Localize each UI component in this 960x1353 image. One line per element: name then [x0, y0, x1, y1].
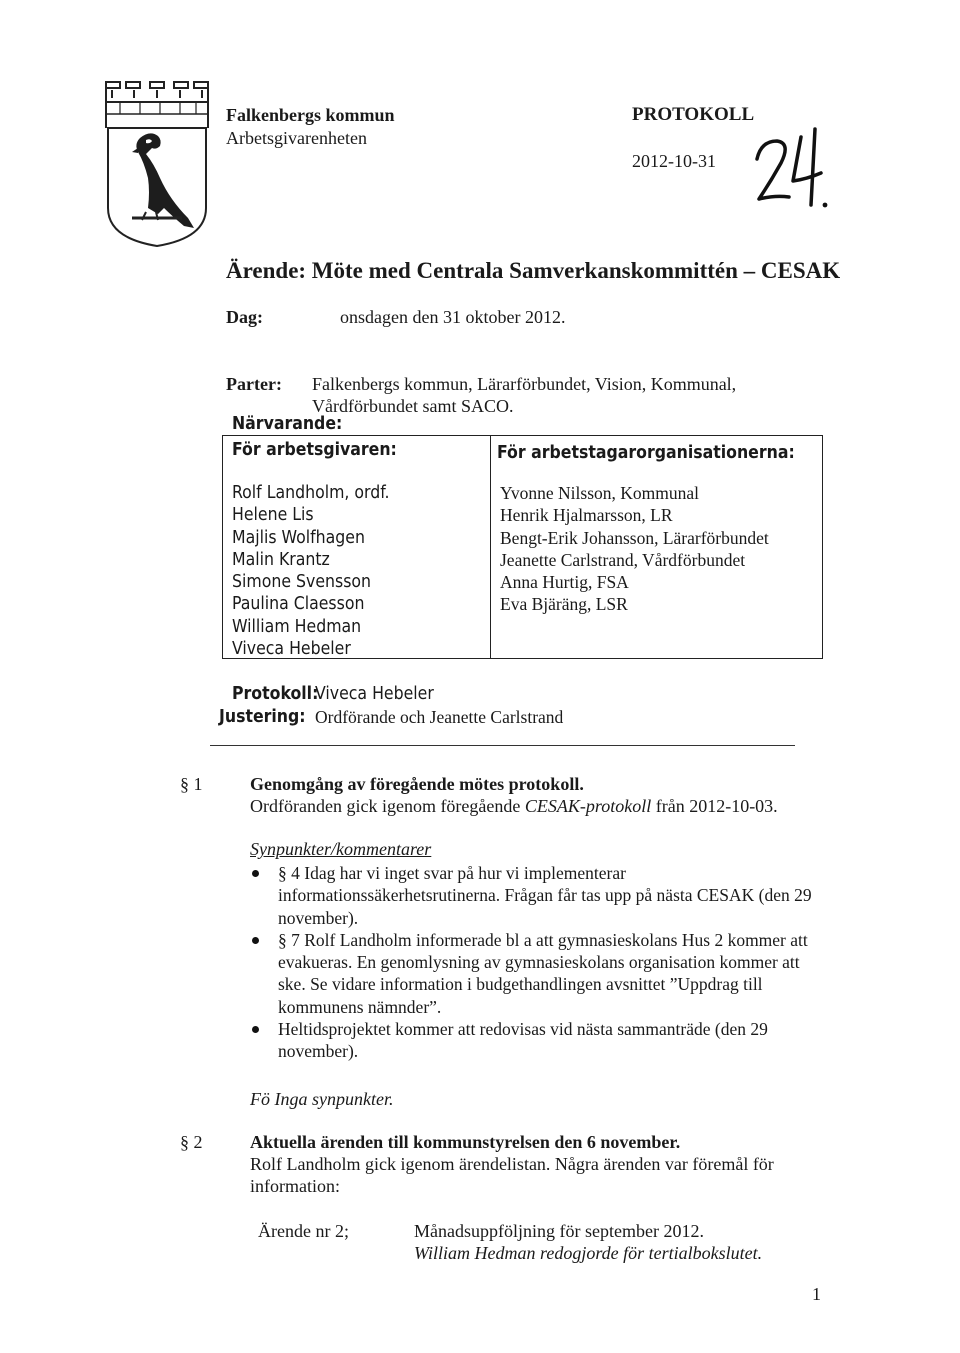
section-2-number: § 2 [180, 1132, 203, 1152]
list-item: Malin Krantz [232, 549, 330, 570]
agenda-item-title: Månadsuppföljning för september 2012. [414, 1221, 704, 1241]
employer-heading: För arbetsgivaren: [232, 440, 397, 460]
divider-line [210, 745, 795, 746]
bullet-icon [252, 1026, 259, 1033]
doc-date: 2012-10-31 [632, 151, 716, 171]
list-item: Bengt-Erik Johansson, Lärarförbundet [500, 527, 769, 548]
section-1-intro: Ordföranden gick igenom föregående CESAK-protokoll från 2012-10-03. [250, 796, 778, 816]
list-item: Anna Hurtig, FSA [500, 572, 629, 593]
list-item: Viveca Hebeler [232, 639, 351, 660]
section-1-heading: Genomgång av föregående mötes protokoll. [250, 774, 584, 794]
page-title: Ärende: Möte med Centrala Samverkanskommittén – CESAK [226, 258, 841, 283]
coat-of-arms-logo [100, 78, 214, 248]
agenda-item-label: Ärende nr 2; [258, 1221, 349, 1241]
section-2-line-1: Rolf Landholm gick igenom ärendelistan. Några ärenden var föremål för [250, 1154, 774, 1174]
section-2-heading: Aktuella ärenden till kommunstyrelsen den 6 november. [250, 1132, 681, 1152]
section-1-closing: Fö Inga synpunkter. [250, 1089, 394, 1109]
handwritten-number-stamp [745, 125, 830, 210]
list-item: § 7 Rolf Landholm informerade bl a att gymnasieskolans Hus 2 kommer att evakueras. En genomlysning av gymnasieskolans organisation kommer att ske. Se vidare information i budgethandlingen avsnittet ”Uppdrag till kommunens nämnder”. [250, 929, 820, 1018]
list-item: Heltidsprojektet kommer att redovisas vid nästa sammanträde (den 29 november). [250, 1018, 820, 1063]
justering-label: Justering: [219, 707, 306, 727]
day-label: Dag: [226, 307, 263, 327]
page-number: 1 [812, 1284, 821, 1304]
org-unit: Arbetsgivarenheten [226, 128, 367, 148]
protokoll-value: Viveca Hebeler [315, 684, 434, 704]
section-1-bullets [250, 862, 820, 1063]
unions-list [500, 482, 769, 616]
list-item: Henrik Hjalmarsson, LR [500, 505, 673, 526]
list-item: Jeanette Carlstrand, Vårdförbundet [500, 549, 746, 570]
employer-list [232, 482, 389, 660]
list-item: Paulina Claesson [232, 594, 365, 615]
list-item: Rolf Landholm, ordf. [232, 483, 390, 503]
agenda-item-note: William Hedman redogjorde för tertialbokslutet. [414, 1243, 763, 1263]
unions-heading: För arbetstagarorganisationerna: [497, 443, 795, 463]
doc-type: PROTOKOLL [632, 104, 755, 125]
list-item: William Hedman [232, 616, 362, 637]
present-label: Närvarande: [232, 414, 343, 434]
list-item: § 4 Idag har vi inget svar på hur vi implementerar informationssäkerhetsrutinerna. Frågan får tas upp på nästa CESAK (den 29 november). [250, 862, 820, 929]
section-1-number: § 1 [180, 774, 203, 794]
section-2-line-2: information: [250, 1176, 340, 1196]
list-item: Yvonne Nilsson, Kommunal [500, 483, 700, 503]
bullet-icon [252, 937, 259, 944]
parties-label: Parter: [226, 374, 282, 394]
day-value: onsdagen den 31 oktober 2012. [340, 307, 566, 327]
protokoll-label: Protokoll: [232, 684, 319, 704]
list-item: Eva Bjäräng, LSR [500, 594, 628, 615]
parties-line-1: Falkenbergs kommun, Lärarförbundet, Vision, Kommunal, [312, 374, 737, 394]
list-item: Simone Svensson [232, 572, 372, 593]
section-1-subheading: Synpunkter/kommentarer [250, 839, 432, 859]
list-item: Helene Lis [232, 505, 314, 526]
org-name: Falkenbergs kommun [226, 105, 395, 125]
bullet-icon [252, 870, 259, 877]
list-item: Majlis Wolfhagen [232, 527, 365, 548]
justering-value: Ordförande och Jeanette Carlstrand [315, 707, 564, 727]
parties-line-2: Vårdförbundet samt SACO. [312, 396, 514, 416]
attendance-divider [490, 435, 491, 659]
